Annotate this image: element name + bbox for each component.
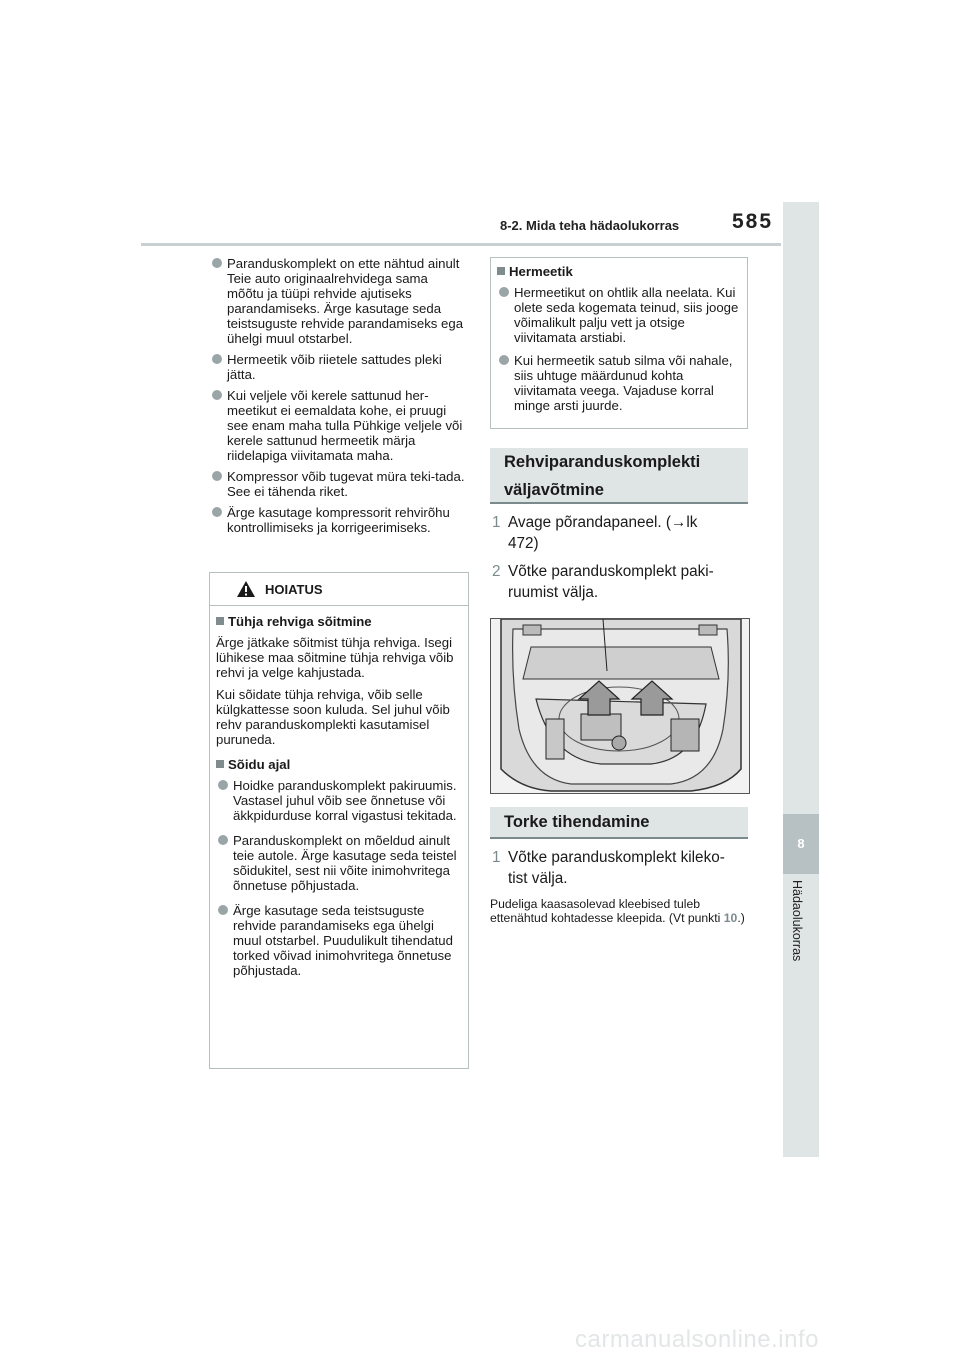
chapter-label-container <box>790 880 812 990</box>
bullet-icon <box>212 354 222 364</box>
list-item: Paranduskomplekt on mõeldud ainult teie autole. Ärge kasutage seda teistel sõidukitel, sest nii võite inimohvritega õnnetuse põhjustada. <box>216 833 462 893</box>
list-item: Hermeetikut on ohtlik alla neelata. Kui olete seda kogemata teinud, siis jooge võimalikult palju vett ja otsige viivitamata arstiabi. <box>497 285 741 345</box>
square-bullet-icon <box>497 267 505 275</box>
step-item: 2 Võtke paranduskomplekt paki- ruumist välja. <box>492 563 714 601</box>
list-item: Paranduskomplekt on ette nähtud ainult Teie auto originaalrehvidega sama mõõtu ja tüüpi rehvide ajutiseks parandamiseks. Ärge kasutage seda teistsuguste rehvide parandamiseks ega ühelgi muul otstarbel. <box>210 256 468 346</box>
warning-triangle-icon <box>236 580 256 598</box>
bullet-icon <box>212 390 222 400</box>
step-number: 1 <box>492 514 501 531</box>
header-rule <box>141 243 781 246</box>
warning-paragraph: Kui sõidate tühja rehviga, võib selle külgkattesse soon kuluda. Sel juhul võib rehv paranduskomplekti kasutamisel puruneda. <box>216 687 450 747</box>
section-heading-puncture-sealing: Torke tihendamine <box>490 807 748 839</box>
list-item: Kui hermeetik satub silma või nahale, siis uhtuge määrdunud kohta viivitamata veega. Vajaduse korral minge arsti juurde. <box>497 353 741 413</box>
warning-body <box>210 606 468 978</box>
warning-header <box>210 573 468 606</box>
bullet-icon <box>218 905 228 915</box>
side-tab <box>783 202 819 1157</box>
hermeetik-title: Hermeetik <box>497 264 741 279</box>
warning-subheading: Tühja rehviga sõitmine <box>216 614 462 629</box>
sticker-note: Pudeliga kaasasolevad kleebised tuleb ettenähtud kohtadesse kleepida. (Vt punkti 10.) <box>490 897 745 925</box>
list-item: Hoidke paranduskomplekt pakiruumis. Vastasel juhul võib see õnnetuse või äkkpidurduse korral vigastusi tekitada. <box>216 778 462 823</box>
chapter-number: 8 <box>797 836 805 851</box>
reference-number: 10 <box>723 911 738 925</box>
warning-title: HOIATUS <box>265 582 323 597</box>
bullet-icon <box>212 507 222 517</box>
list-item: Ärge kasutage seda teistsuguste rehvide parandamiseks ega ühelgi muul otstarbel. Puudulikult tihendatud torked võivad inimohvritega õnnetuse põhjustada. <box>216 903 462 978</box>
step-item: 1 Avage põrandapaneel. (→lk 472) <box>492 514 698 552</box>
warning-subheading: Sõidu ajal <box>216 757 462 772</box>
bullet-icon <box>499 355 509 365</box>
square-bullet-icon <box>216 760 224 768</box>
warning-paragraph: Ärge jätkake sõitmist tühja rehviga. Isegi lühikese maa sõitmine tühja rehviga võib rehvi ja velge kahjustada. <box>216 635 454 680</box>
step-number: 2 <box>492 563 501 580</box>
list-item: Ärge kasutage kompressorit rehvirõhu kontrollimiseks ja korrigeerimiseks. <box>210 505 468 535</box>
arrow-icon: → <box>671 514 687 531</box>
bullet-icon <box>212 471 222 481</box>
watermark: carmanualsonline.info <box>575 1326 819 1353</box>
section-heading-kit-removal: Rehviparanduskomplekti väljavõtmine <box>490 448 748 504</box>
hermeetik-box <box>490 257 748 429</box>
chapter-label: Hädaolukorras <box>790 880 804 962</box>
page-number: 585 <box>732 210 774 233</box>
chapter-tab[interactable] <box>783 814 819 874</box>
list-item: Kui veljele või kerele sattunud her-meetikut ei eemaldata kohe, ei pruugi see enam maha tulla Pühkige veljele või kerele sattunud hermeetik märja riidelapiga viivitamata maha. <box>210 388 468 463</box>
square-bullet-icon <box>216 617 224 625</box>
trunk-drawing <box>491 619 749 793</box>
bullet-icon <box>499 287 509 297</box>
left-bullet-list <box>210 256 468 541</box>
bullet-icon <box>212 258 222 268</box>
bullet-icon <box>218 835 228 845</box>
trunk-illustration <box>490 618 750 794</box>
list-item: Hermeetik võib riietele sattudes pleki jätta. <box>210 352 468 382</box>
section-header: 8-2. Mida teha hädaolukorras <box>500 218 680 233</box>
warning-box <box>209 572 469 1069</box>
step-number: 1 <box>492 849 501 866</box>
list-item: Kompressor võib tugevat müra teki-tada. See ei tähenda riket. <box>210 469 468 499</box>
step-item: 1 Võtke paranduskomplekt kileko- tist välja. <box>492 849 725 887</box>
bullet-icon <box>218 780 228 790</box>
